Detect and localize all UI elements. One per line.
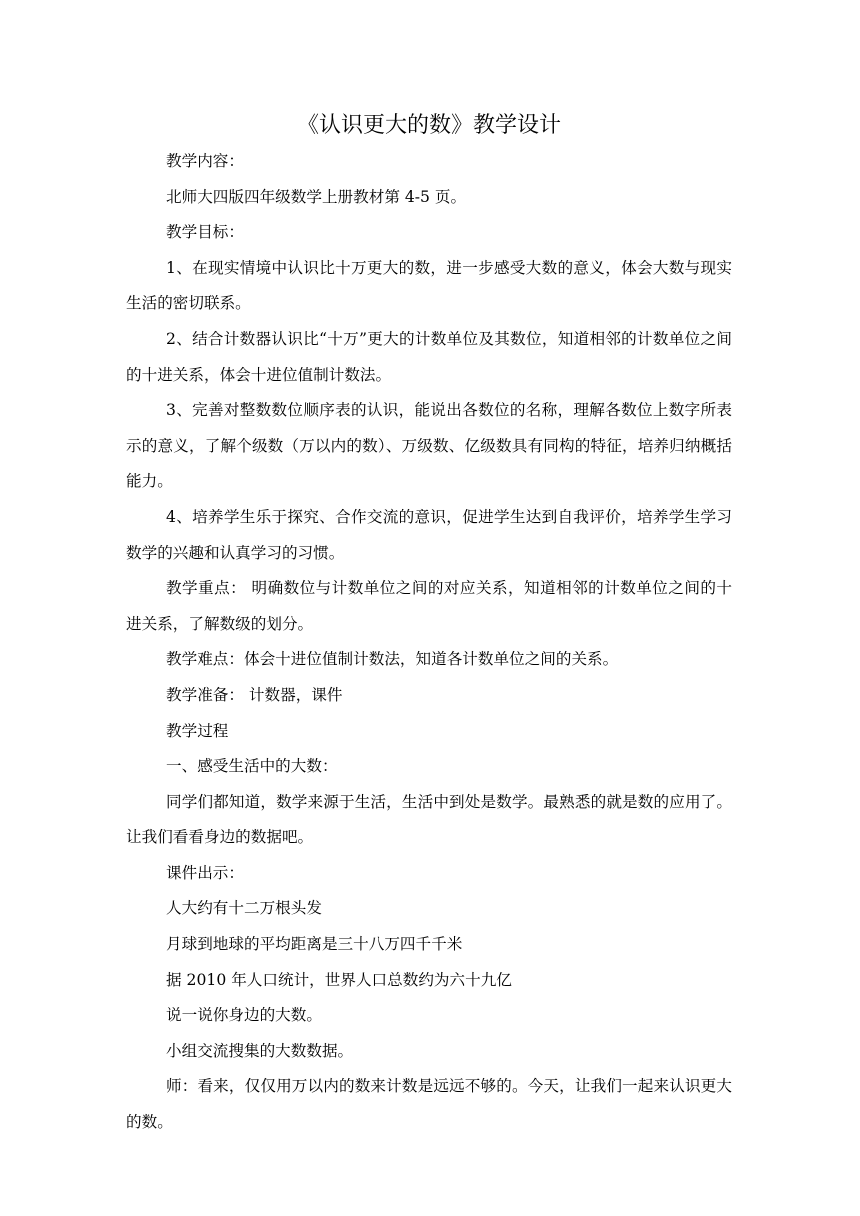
paragraph-prompt-discuss: 说一说你身边的大数。 bbox=[166, 1006, 322, 1025]
paragraph-intro: 同学们都知道，数学来源于生活，生活中到处是数学。最熟悉的就是数的应用了。让我们看看身边的数据吧。 bbox=[126, 792, 732, 847]
paragraph-objective-3: 3、完善对整数数位顺序表的认识，能说出各数位的名称，理解各数位上数字所表示的意义，了解个级数（万以内的数）、万级数、亿级数具有同构的特征，培养归纳概括能力。 bbox=[126, 401, 732, 491]
paragraph-section-1-heading: 一、感受生活中的大数： bbox=[166, 757, 338, 776]
document-page bbox=[126, 108, 732, 1141]
paragraph-content: 北师大四版四年级数学上册教材第 4-5 页。 bbox=[166, 187, 467, 206]
paragraph-preparation: 教学准备： 计数器，课件 bbox=[166, 685, 343, 704]
paragraph-difficulties: 教学难点：体会十进位值制计数法，知道各计数单位之间的关系。 bbox=[166, 650, 619, 669]
document-title: 《认识更大的数》教学设计 bbox=[296, 113, 561, 138]
paragraph-teacher-conclusion: 师：看来，仅仅用万以内的数来计数是远远不够的。今天，让我们一起来认识更大的数。 bbox=[126, 1077, 732, 1132]
paragraph-objective-2: 2、结合计数器认识比“十万”更大的计数单位及其数位，知道相邻的计数单位之间的十进关系，体会十进位值制计数法。 bbox=[126, 329, 732, 384]
paragraph-courseware-label: 课件出示： bbox=[166, 863, 244, 882]
paragraph-process-label: 教学过程 bbox=[166, 721, 229, 740]
paragraph-objective-4: 4、培养学生乐于探究、合作交流的意识，促进学生达到自我评价，培养学生学习数学的兴趣和认真学习的习惯。 bbox=[126, 507, 732, 562]
paragraph-fact-population: 据 2010 年人口统计，世界人口总数约为六十九亿 bbox=[166, 970, 512, 989]
paragraph-key-points: 教学重点： 明确数位与计数单位之间的对应关系，知道相邻的计数单位之间的十进关系，了解数级的划分。 bbox=[126, 579, 732, 633]
paragraph-fact-moon: 月球到地球的平均距离是三十八万四千千米 bbox=[166, 935, 463, 954]
paragraph-objectives-label: 教学目标： bbox=[166, 223, 244, 242]
paragraph-content-label: 教学内容： bbox=[166, 152, 244, 170]
paragraph-objective-1: 1、在现实情境中认识比十万更大的数，进一步感受大数的意义，体会大数与现实生活的密切联系。 bbox=[126, 258, 732, 313]
paragraph-fact-hair: 人大约有十二万根头发 bbox=[166, 899, 322, 918]
paragraph-group-exchange: 小组交流搜集的大数数据。 bbox=[166, 1041, 354, 1060]
